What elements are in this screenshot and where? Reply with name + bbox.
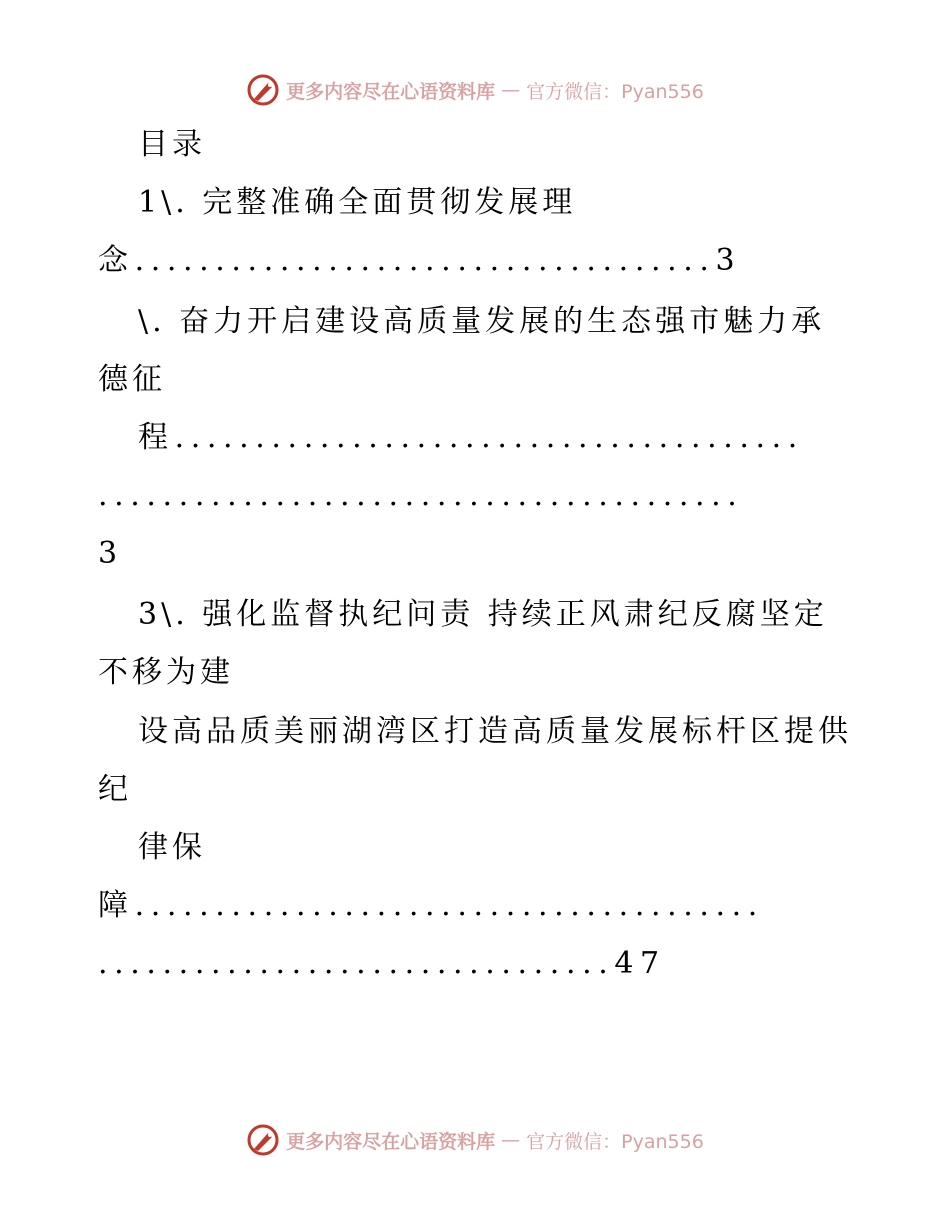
pen-logo-icon (246, 73, 280, 107)
toc-line-9: 不移为建 (98, 655, 234, 690)
toc-line-13: 障....................................... (98, 888, 764, 923)
pen-logo-icon (246, 1123, 280, 1157)
toc-line-6: ........................................ (98, 478, 744, 513)
toc-line-10: 设高品质美丽湖湾区打造高质量发展标杆区提供 (138, 714, 852, 749)
toc-line-14: ................................47 (98, 946, 666, 981)
toc-line-4: 德征 (98, 362, 166, 397)
watermark-text: 更多内容尽在心语资料库 (286, 1130, 496, 1153)
toc-line-7: 3 (98, 536, 122, 571)
footer-watermark (0, 1120, 950, 1160)
watermark-text: 更多内容尽在心语资料库 (286, 80, 496, 103)
toc-line-12: 律保 (138, 830, 206, 865)
watermark-dash: — (501, 1129, 521, 1151)
watermark-wechat: 官方微信：Pyan556 (526, 1130, 704, 1153)
toc-heading: 目录 (138, 127, 206, 162)
toc-line-11: 纪 (98, 772, 132, 807)
watermark-wechat: 官方微信：Pyan556 (526, 80, 704, 103)
toc-line-3: \. 奋力开启建设高质量发展的生态强市魅力承 (138, 304, 826, 339)
toc-line-2: 念....................................3 (98, 243, 742, 278)
watermark-dash: — (501, 79, 521, 101)
header-watermark (0, 70, 950, 110)
toc-line-1: 1\. 完整准确全面贯彻发展理 (138, 185, 577, 220)
toc-line-5: 程....................................... (138, 420, 804, 455)
toc-line-8: 3\. 强化监督执纪问责 持续正风肃纪反腐坚定 (138, 597, 828, 632)
